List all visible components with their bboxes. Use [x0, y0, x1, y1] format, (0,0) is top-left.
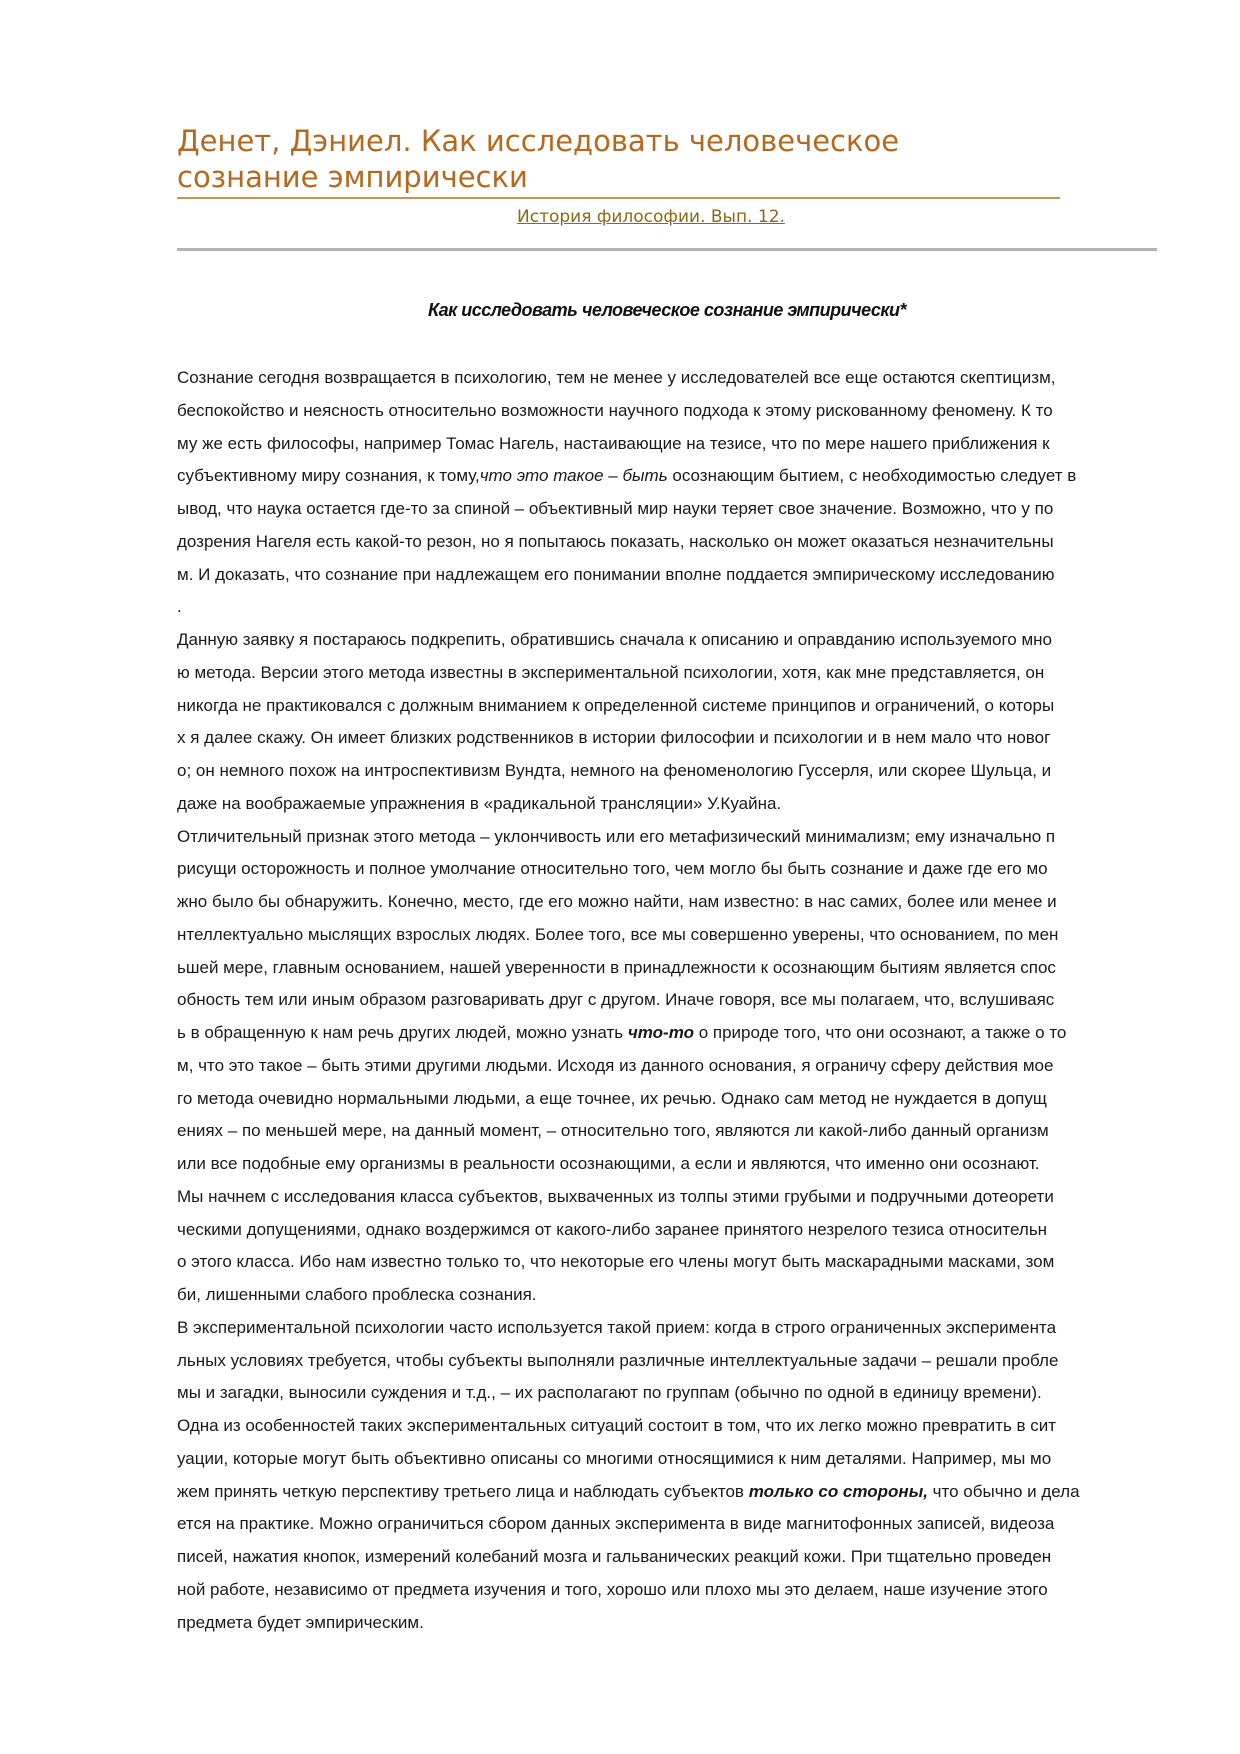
article-body — [177, 362, 1161, 1639]
text-line: даже на воображаемые упражнения в «радикальной трансляции» У.Куайна. — [177, 793, 782, 813]
emphasis-text: что-то — [627, 1023, 694, 1042]
text-line: жно было бы обнаружить. Конечно, место, где его можно найти, нам известно: в нас самих, более или менее и — [177, 892, 1057, 911]
text-line: уации, которые могут быть объективно описаны со многими относящимися к ним деталями. Например, мы мо — [177, 1448, 1052, 1468]
text-line: Отличительный признак этого метода – уклончивость или его метафизический минимализм; ему изначально п — [177, 826, 1056, 846]
text-line: . — [177, 597, 182, 617]
text-line: или все подобные ему организмы в реальности осознающими, а если и являются, что именно они осознают. — [177, 1154, 1040, 1173]
article-heading: Как исследовать человеческое сознание эмпирически* — [428, 300, 906, 320]
text-line: рисущи осторожность и полное умолчание относительно того, чем могло бы быть сознание и даже где его мо — [177, 859, 1048, 879]
text-line: о этого класса. Ибо нам известно только то, что некоторые его члены могут быть маскарадными масками, зом — [177, 1252, 1055, 1272]
text-line: писей, нажатия кнопок, измерений колебаний мозга и гальванических реакций кожи. При тщательно проведен — [177, 1547, 1052, 1566]
text-line: Мы начнем с исследования класса субъектов, выхваченных из толпы этими грубыми и подручными дотеорети — [177, 1186, 1054, 1206]
text-segment: жем принять четкую перспективу третьего лица и наблюдать субъектов — [177, 1481, 749, 1501]
text-line: Одна из особенностей таких экспериментальных ситуаций состоит в том, что их легко можно превратить в сит — [177, 1416, 1057, 1435]
text-line: би, лишенными слабого проблеска сознания. — [177, 1285, 537, 1304]
text-segment: что обычно и дела — [927, 1481, 1080, 1501]
text-segment: осознающим бытием, с необходимостью следует в — [667, 466, 1077, 486]
text-line: льных условиях требуется, чтобы субъекты выполняли различные интеллектуальные задачи – решали пробле — [177, 1350, 1059, 1370]
text-segment: о природе того, что они осознают, а также о то — [694, 1023, 1067, 1042]
page-title-line-1: Денет, Дэниел. Как исследовать человеческое — [177, 124, 900, 158]
title-divider — [177, 197, 1060, 199]
text-line: ьшей мере, главным основанием, нашей уверенности в принадлежности к осознающим бытиям является спос — [177, 957, 1056, 977]
text-line: го метода очевидно нормальными людьми, а еще точнее, их речью. Однако сам метод не нуждается в допущ — [177, 1088, 1047, 1108]
header-divider — [177, 248, 1157, 251]
text-line: ениях – по меньшей мере, на данный момент, – относительно того, являются ли какой-либо данный организм — [177, 1121, 1049, 1141]
text-line — [177, 1017, 1161, 1050]
text-line: мы и загадки, выносили суждения и т.д., – их располагают по группам (обычно по одной в единицу времени). — [177, 1383, 1042, 1403]
text-line: В экспериментальной психологии часто используется такой прием: когда в строго ограниченных эксперимента — [177, 1317, 1057, 1337]
text-line: м. И доказать, что сознание при надлежащем его понимании вполне поддается эмпирическому исследованию — [177, 564, 1055, 584]
text-line: о; он немного похож на интроспективизм Вундта, немного на феноменологию Гуссерля, или скорее Шульца, и — [177, 761, 1052, 780]
text-line: нтеллектуально мыслящих взрослых людях. Более того, все мы совершенно уверены, что основанием, по мен — [177, 924, 1059, 944]
text-line: му же есть философы, например Томас Нагель, настаивающие на тезисе, что по мере нашего приближения к — [177, 433, 1050, 453]
text-line: ной работе, независимо от предмета изучения и того, хорошо или плохо мы это делаем, наше изучение этого — [177, 1579, 1048, 1599]
text-segment: субъективному миру сознания, к тому, — [177, 466, 480, 486]
text-segment: ь в обращенную к нам речь других людей, можно узнать — [177, 1023, 628, 1042]
text-line: ю метода. Версии этого метода известны в экспериментальной психологии, хотя, как мне представляется, он — [177, 662, 1045, 682]
page-title-line-2: сознание эмпирически — [177, 160, 528, 194]
text-line: никогда не практиковался с должным вниманием к определенной системе принципов и ограничений, о которы — [177, 695, 1055, 715]
text-line: Сознание сегодня возвращается в психологию, тем не менее у исследователей все еще остаются скептицизм, — [177, 368, 1056, 387]
text-line — [177, 460, 1161, 493]
text-line: ывод, что наука остается где-то за спиной – объективный мир науки теряет свое значение. Возможно, что у по — [177, 499, 1054, 518]
text-line: обность тем или иным образом разговаривать друг с другом. Иначе говоря, все мы полагаем, что, вслушиваяс — [177, 990, 1055, 1010]
text-line: беспокойство и неясность относительно возможности научного подхода к этому рискованному феномену. К то — [177, 400, 1053, 420]
emphasis-text: только со стороны, — [748, 1481, 928, 1501]
text-line: м, что это такое – быть этими другими людьми. Исходя из данного основания, я ограничу сферу действия мое — [177, 1055, 1054, 1075]
source-link[interactable]: История философии. Вып. 12. — [517, 207, 785, 227]
text-line — [177, 1476, 1161, 1509]
text-line: х я далее скажу. Он имеет близких родственников в истории философии и психологии и в нем мало что новог — [177, 728, 1051, 748]
text-line: предмета будет эмпирическим. — [177, 1612, 424, 1632]
text-line: дозрения Нагеля есть какой-то резон, но я попытаюсь показать, насколько он может оказаться незначительны — [177, 531, 1054, 551]
text-line: ческими допущениями, однако воздержимся от какого-либо заранее принятого незрелого тезиса относительн — [177, 1219, 1048, 1239]
emphasis-text: что это такое – быть — [479, 466, 668, 486]
page-title — [177, 123, 1057, 195]
text-line: Данную заявку я постараюсь подкрепить, обратившись сначала к описанию и оправданию используемого мно — [177, 630, 1053, 649]
text-line: ется на практике. Можно ограничиться сбором данных эксперимента в виде магнитофонных записей, видеоза — [177, 1514, 1055, 1534]
